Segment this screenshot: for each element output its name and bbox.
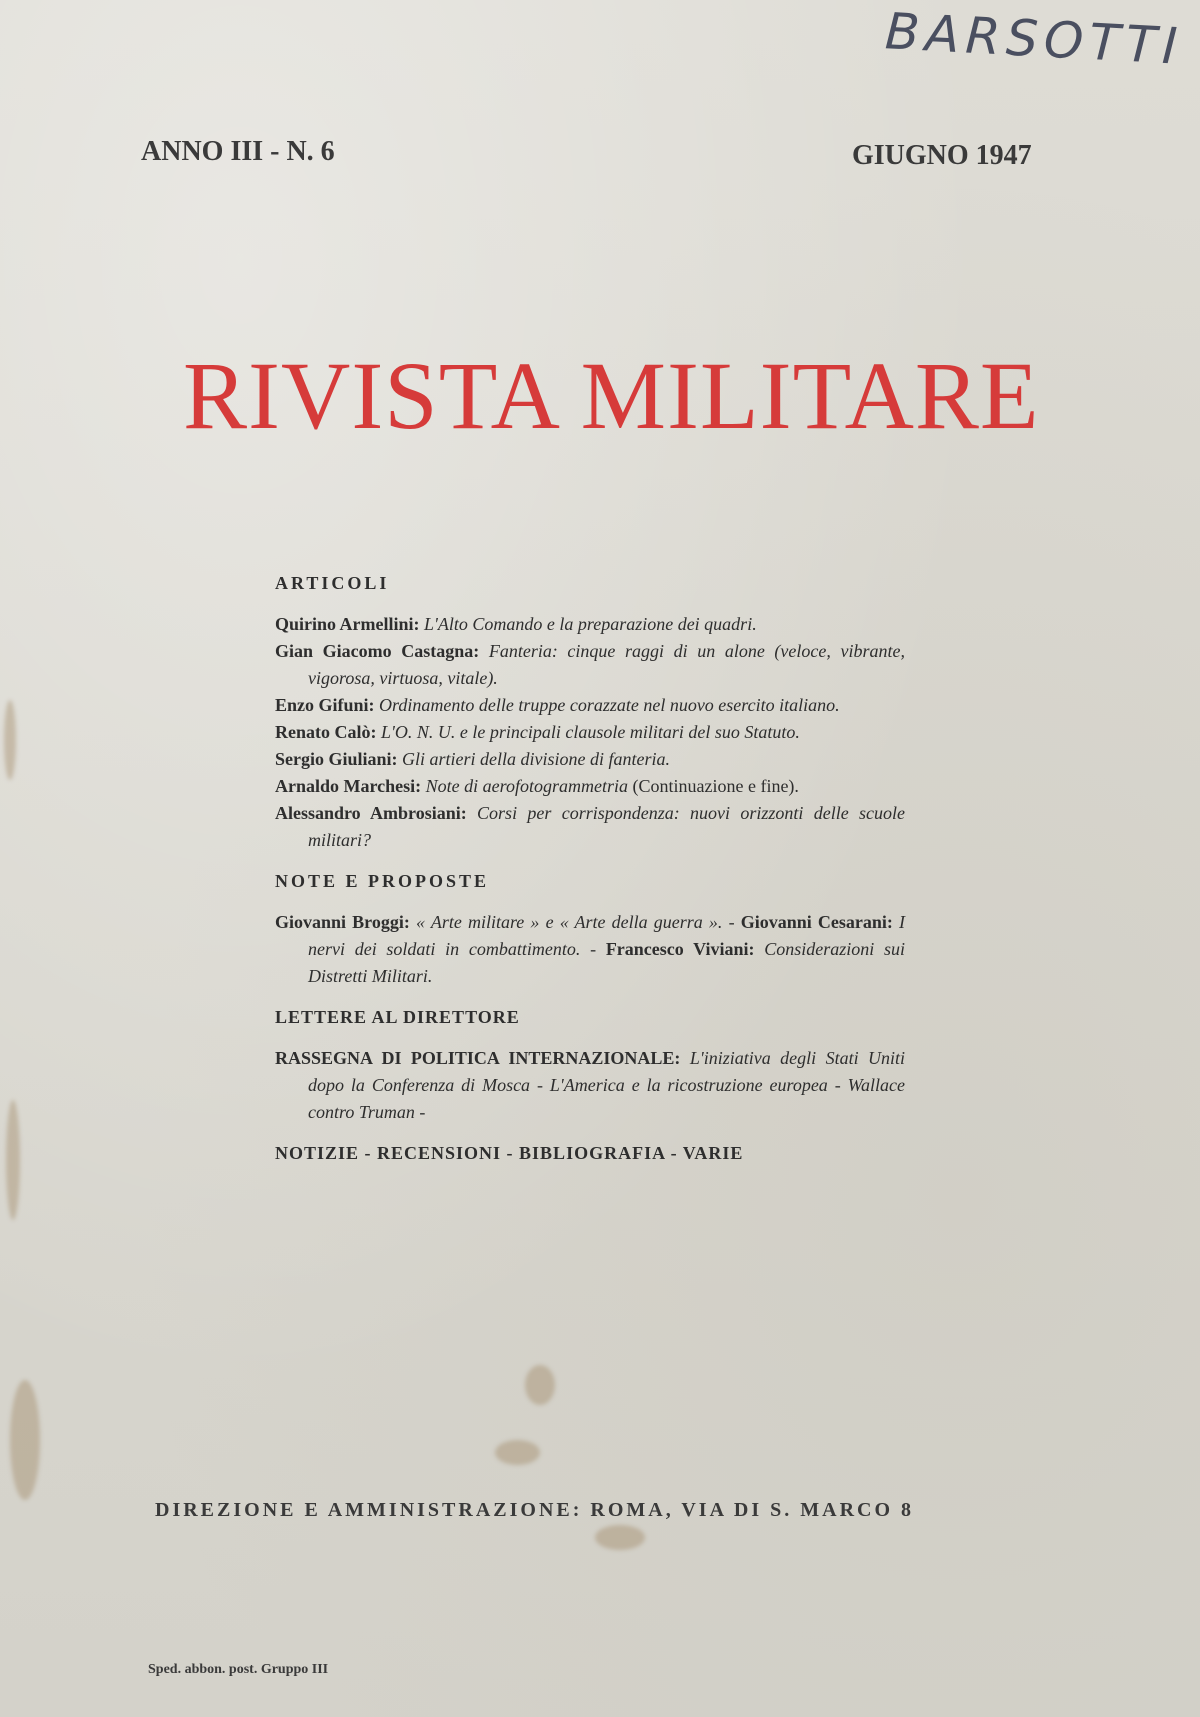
article-author: Quirino Armellini: <box>275 614 420 634</box>
rassegna-text: L'iniziativa degli Stati Uniti dopo la Conferenza di Mosca - L'America e la ricostruzione europea - Wallace contro Truman - <box>308 1048 906 1122</box>
note-title: Considerazioni sui Distretti Militari. <box>308 939 906 986</box>
paper-stain <box>6 1100 20 1220</box>
article-title: Note di aerofotogrammetria <box>425 776 628 796</box>
article-entry <box>275 719 905 746</box>
article-entry <box>275 746 905 773</box>
rassegna-entry <box>275 1045 905 1126</box>
rassegna-heading: RASSEGNA DI POLITICA INTERNAZIONALE: <box>275 1048 681 1068</box>
note-author: Giovanni Broggi: <box>275 912 410 932</box>
article-title: Ordinamento delle truppe corazzate nel nuovo esercito italiano. <box>379 695 840 715</box>
article-author: Arnaldo Marchesi: <box>275 776 422 796</box>
article-author: Gian Giacomo Castagna: <box>275 641 480 661</box>
article-author: Enzo Gifuni: <box>275 695 375 715</box>
handwritten-signature: BARSOTTI <box>883 2 1185 76</box>
article-title: Gli artieri della divisione di fanteria. <box>402 749 670 769</box>
article-title: Corsi per corrispondenza: nuovi orizzonti delle scuole militari? <box>308 803 906 850</box>
article-note: (Continuazione e fine). <box>632 776 799 796</box>
note-author: Francesco Viviani: <box>605 939 755 959</box>
article-title: L'O. N. U. e le principali clausole militari del suo Statuto. <box>381 722 800 742</box>
article-entry <box>275 638 905 692</box>
article-author: Sergio Giuliani: <box>275 749 398 769</box>
article-author: Alessandro Ambrosiani: <box>275 803 467 823</box>
paper-stain <box>10 1380 40 1500</box>
article-entry <box>275 800 905 854</box>
article-title: Fanteria: cinque raggi di un alone (veloce, vibrante, vigorosa, virtuosa, vitale). <box>308 641 905 688</box>
note-entries <box>275 909 905 990</box>
issue-number: ANNO III - N. 6 <box>141 136 335 167</box>
table-of-contents <box>275 570 905 1181</box>
note-title: I nervi dei soldati in combattimento. - <box>308 912 906 959</box>
paper-stain <box>4 700 16 780</box>
article-entry <box>275 611 905 638</box>
paper-stain <box>595 1525 645 1550</box>
section-heading-notizie: NOTIZIE - RECENSIONI - BIBLIOGRAFIA - VARIE <box>275 1143 744 1163</box>
footer-address: DIREZIONE E AMMINISTRAZIONE: ROMA, VIA DI S. MARCO 8 <box>155 1499 915 1521</box>
magazine-title: RIVISTA MILITARE <box>183 342 1040 449</box>
issue-date: GIUGNO 1947 <box>852 140 1032 171</box>
article-entry <box>275 773 905 800</box>
postal-notice: Sped. abbon. post. Gruppo III <box>148 1662 329 1677</box>
note-author: Giovanni Cesarani: <box>740 912 893 932</box>
note-title: « Arte militare » e « Arte della guerra ». - <box>416 912 735 932</box>
paper-stain <box>525 1365 555 1405</box>
section-heading-lettere: LETTERE AL DIRETTORE <box>275 1007 520 1027</box>
article-entry <box>275 692 905 719</box>
article-author: Renato Calò: <box>275 722 377 742</box>
paper-stain <box>495 1440 540 1465</box>
article-title: L'Alto Comando e la preparazione dei quadri. <box>424 614 757 634</box>
section-heading-articoli: ARTICOLI <box>275 573 390 593</box>
section-heading-note: NOTE E PROPOSTE <box>275 871 490 891</box>
